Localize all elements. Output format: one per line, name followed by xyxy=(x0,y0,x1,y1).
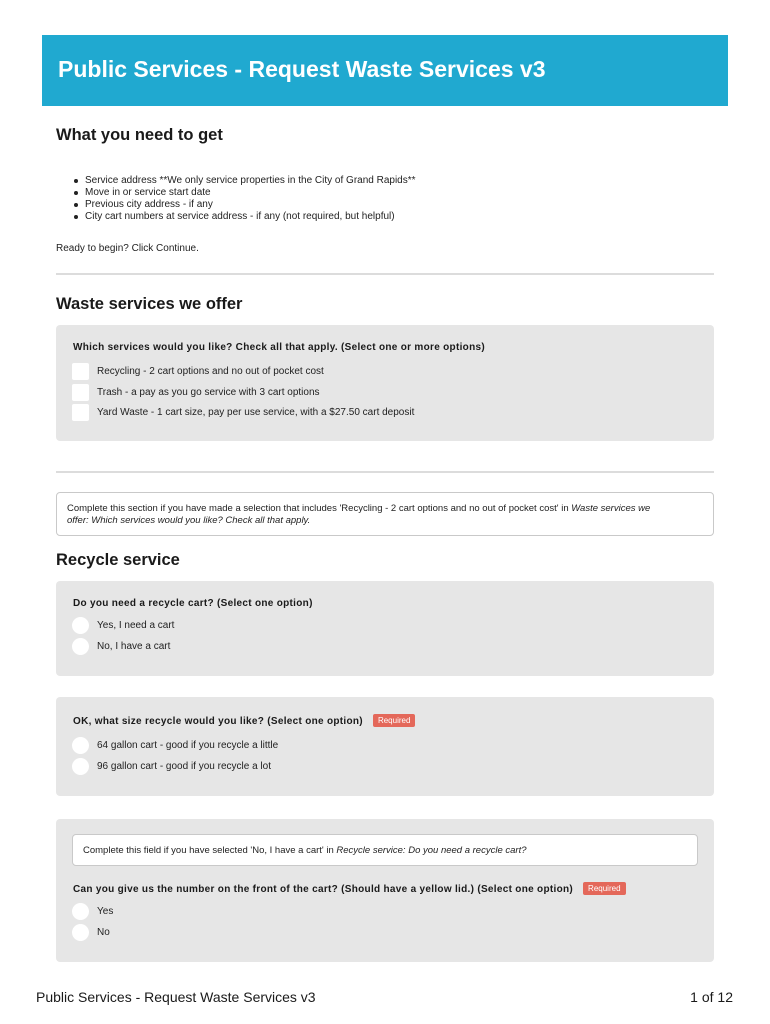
trash-checkbox[interactable] xyxy=(72,384,89,401)
option-label: Yes, I need a cart xyxy=(97,619,175,631)
cart-number-yes-radio[interactable] xyxy=(72,903,89,920)
header-bar xyxy=(42,35,728,106)
option-need-cart-yes[interactable] xyxy=(72,616,174,634)
condition-reference: Waste services we xyxy=(571,503,651,514)
section-divider xyxy=(56,273,714,275)
condition-text: Complete this section if you have made a selection that includes 'Recycling - 2 cart options and no out of pocket cost' in xyxy=(67,503,572,514)
requirements-list xyxy=(72,175,416,223)
64-gallon-radio[interactable] xyxy=(72,737,89,754)
recycle-service-heading: Recycle service xyxy=(56,551,180,569)
need-cart-no-radio[interactable] xyxy=(72,638,89,655)
condition-reference-cont: offer: Which services would you like? Check all that apply. xyxy=(67,515,311,526)
services-question: Which services would you like? Check all that apply. (Select one or more options) xyxy=(73,342,485,353)
need-cart-panel xyxy=(56,581,714,676)
option-label: No, I have a cart xyxy=(97,640,171,652)
footer-title: Public Services - Request Waste Services v3 xyxy=(36,989,316,1005)
option-recycling[interactable] xyxy=(72,362,324,380)
need-cart-yes-radio[interactable] xyxy=(72,617,89,634)
recycle-condition-note xyxy=(56,492,714,536)
option-64-gallon[interactable] xyxy=(72,736,278,754)
option-label: Yard Waste - 1 cart size, pay per use service, with a $27.50 cart deposit xyxy=(97,406,415,418)
condition-text: Complete this field if you have selected 'No, I have a cart' in xyxy=(83,845,337,856)
option-label: 64 gallon cart - good if you recycle a little xyxy=(97,739,279,751)
cart-size-panel xyxy=(56,697,714,796)
option-trash[interactable] xyxy=(72,383,320,401)
required-badge: Required xyxy=(373,714,415,727)
list-item: Move in or service start date xyxy=(72,187,416,199)
96-gallon-radio[interactable] xyxy=(72,758,89,775)
cart-size-question-text: OK, what size recycle would you like? (Select one option) xyxy=(73,716,363,727)
cart-number-question xyxy=(73,882,626,895)
option-label: Yes xyxy=(97,905,114,917)
required-badge: Required xyxy=(583,882,625,895)
list-item: Service address **We only service properties in the City of Grand Rapids** xyxy=(72,175,416,187)
option-label: Trash - a pay as you go service with 3 cart options xyxy=(97,386,320,398)
cart-number-no-radio[interactable] xyxy=(72,924,89,941)
cart-size-question xyxy=(73,714,415,727)
option-label: 96 gallon cart - good if you recycle a lot xyxy=(97,760,271,772)
list-item: Previous city address - if any xyxy=(72,199,416,211)
cart-number-question-text: Can you give us the number on the front of the cart? (Should have a yellow lid.) (Select one option) xyxy=(73,884,574,895)
option-cart-number-yes[interactable] xyxy=(72,902,113,920)
page-number: 1 of 12 xyxy=(690,989,733,1005)
option-yard-waste[interactable] xyxy=(72,403,414,421)
yard-waste-checkbox[interactable] xyxy=(72,404,89,421)
list-item: City cart numbers at service address - if any (not required, but helpful) xyxy=(72,211,416,223)
recycling-checkbox[interactable] xyxy=(72,363,89,380)
option-label: No xyxy=(97,926,110,938)
option-96-gallon[interactable] xyxy=(72,757,271,775)
intro-heading: What you need to get xyxy=(56,126,223,144)
option-cart-number-no[interactable] xyxy=(72,923,110,941)
page-title: Public Services - Request Waste Services v3 xyxy=(58,56,546,82)
condition-reference: Recycle service: Do you need a recycle cart? xyxy=(336,845,527,856)
option-need-cart-no[interactable] xyxy=(72,637,170,655)
cart-number-panel xyxy=(56,819,714,962)
ready-text: Ready to begin? Click Continue. xyxy=(56,243,199,254)
section-divider xyxy=(56,471,714,473)
waste-services-heading: Waste services we offer xyxy=(56,295,243,313)
need-cart-question: Do you need a recycle cart? (Select one option) xyxy=(73,598,313,609)
option-label: Recycling - 2 cart options and no out of pocket cost xyxy=(97,365,324,377)
services-question-panel xyxy=(56,325,714,441)
cart-number-condition-note xyxy=(72,834,698,866)
